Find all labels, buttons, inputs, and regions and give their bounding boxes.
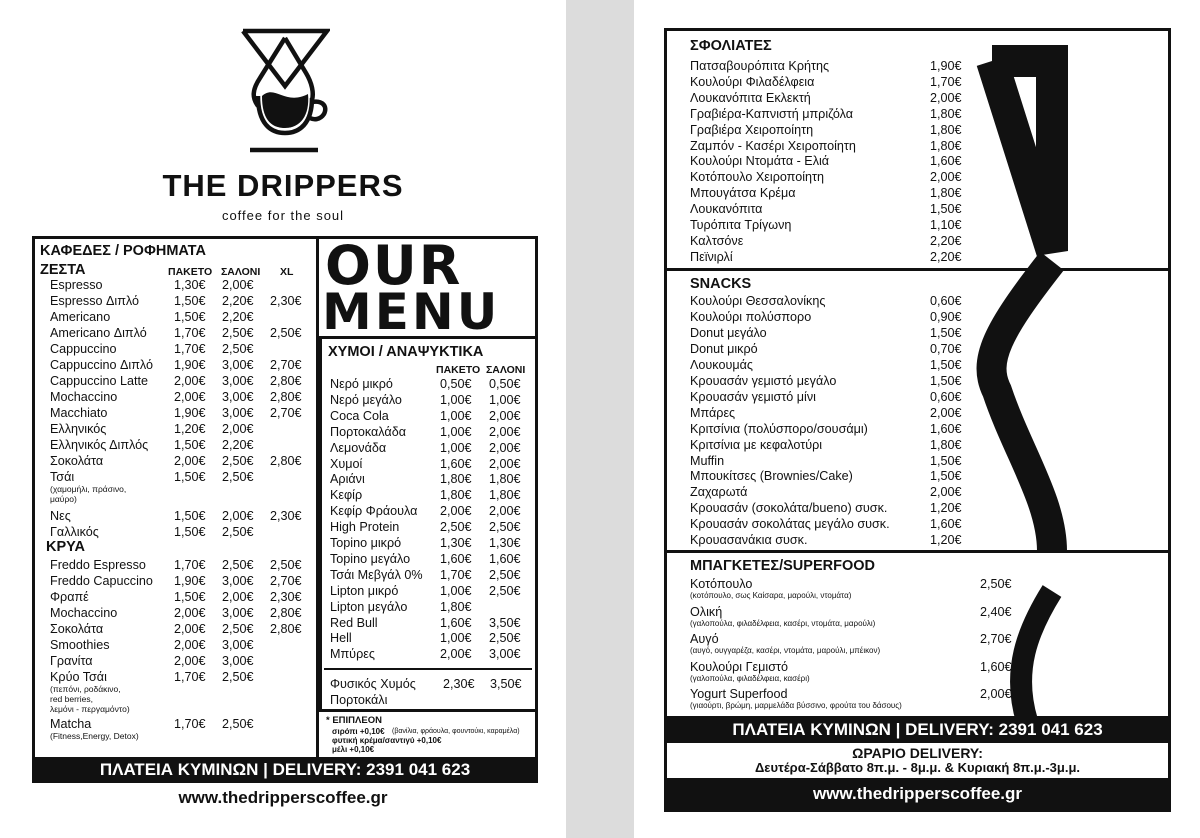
snack-item-price: 2,00€ xyxy=(930,405,962,420)
juice-item-price-salon: 1,00€ xyxy=(489,392,521,407)
menu-item-name: Νες xyxy=(50,509,71,523)
col-salon: ΣΑΛΟΝΙ xyxy=(221,266,261,278)
snack-item-name: Κρουασάν (σοκολάτα/bueno) συσκ. xyxy=(690,501,888,516)
brand-slogan: coffee for the soul xyxy=(221,208,345,223)
baguette-item-ingredients: (αυγό, ουγγαρέζα, κασέρι, ντομάτα, μαρούλι, μπέικον) xyxy=(690,646,881,655)
menu-item-name: Mochaccino xyxy=(50,390,118,404)
juice-item-price-salon: 1,60€ xyxy=(489,551,521,566)
pastry-item-name: Καλτσόνε xyxy=(690,233,744,248)
menu-item-name: Γρανίτα xyxy=(50,654,93,668)
menu-item-price-packet: 1,50€ xyxy=(174,294,206,308)
juices-col-packet: ΠΑΚΕΤΟ xyxy=(436,364,481,376)
juice-item-price-salon: 2,00€ xyxy=(489,504,521,519)
menu-item-price-packet: 1,90€ xyxy=(174,358,206,372)
juice-item-name: Μπύρες xyxy=(330,647,375,662)
pastry-item-name: Κουλούρι Ντομάτα - Ελιά xyxy=(690,154,830,169)
juice-item-price-packet: 1,70€ xyxy=(440,567,472,582)
snack-item-name: Κριτσίνια (πολύσπορο/σουσάμι) xyxy=(690,421,868,436)
juice-item-price-salon: 3,00€ xyxy=(489,647,521,662)
juices-divider xyxy=(324,668,532,670)
snack-item-name: Κουλούρι Θεσσαλονίκης xyxy=(690,294,826,308)
snack-item-name: Κριτσίνια με κεφαλοτύρι xyxy=(690,437,823,452)
snack-item-name: Donut μικρό xyxy=(690,341,758,356)
snack-item-name: Κρουασάν σοκολάτας μεγάλο συσκ. xyxy=(690,517,890,532)
juice-item-price-salon: 1,80€ xyxy=(489,472,521,487)
snack-item-price: 0,60€ xyxy=(930,389,962,404)
menu-item-price-packet: 2,00€ xyxy=(174,374,206,388)
juice-item-price-packet: 1,00€ xyxy=(440,583,472,598)
pastry-item-price: 1,90€ xyxy=(930,59,962,73)
menu-item-price-xl: 2,70€ xyxy=(270,358,302,372)
snack-item-price: 0,90€ xyxy=(930,309,962,324)
snacks-divider xyxy=(664,550,1171,553)
baguette-item-name: Ολική xyxy=(690,604,723,619)
snack-item-price: 1,20€ xyxy=(930,501,962,516)
pastry-item-name: Κουλούρι Φιλαδέλφεια xyxy=(690,74,815,89)
juice-item-price-salon: 1,80€ xyxy=(489,488,521,503)
extras-honey: μέλι +0,10€ xyxy=(332,745,375,754)
menu-item-name: Espresso Διπλό xyxy=(50,294,140,308)
snack-item-price: 1,80€ xyxy=(930,437,962,452)
juice-item-name: Νερό μικρό xyxy=(330,377,393,391)
fresh-juice-name: Φυσικός Χυμός xyxy=(330,677,416,691)
pastry-item-price: 2,20€ xyxy=(930,249,962,264)
pastry-item-price: 1,10€ xyxy=(930,218,962,232)
menu-item-price-xl: 2,30€ xyxy=(270,590,302,604)
juice-item-price-packet: 1,00€ xyxy=(440,440,472,455)
menu-item-name: Freddo Capuccino xyxy=(50,574,153,588)
menu-item-price-packet: 1,70€ xyxy=(174,717,206,731)
menu-item-name: Ελληνικός xyxy=(50,422,107,436)
pastry-item-name: Ζαμπόν - Κασέρι Χειροποίητη xyxy=(690,138,856,153)
menu-item-price-xl: 2,80€ xyxy=(270,390,302,404)
menu-item-name: Mochaccino xyxy=(50,606,118,620)
delivery-hours-text: Δευτέρα-Σάββατο 8π.μ. - 8μ.μ. & Κυριακή 8π.μ.-3μ.μ. xyxy=(754,760,1081,775)
menu-item-price-salon: 2,50€ xyxy=(222,717,254,731)
juice-item-price-salon: 2,00€ xyxy=(489,424,521,439)
snack-item-name: Κρουασανάκια συσκ. xyxy=(690,533,808,548)
col-packet: ΠΑΚΕΤΟ xyxy=(168,266,213,278)
extras-syrup-flavors: (βανίλια, φράουλα, φουντούκι, καραμέλα) xyxy=(392,728,520,735)
menu-item-price-xl: 2,80€ xyxy=(270,606,302,620)
menu-item-name: Cappuccino Διπλό xyxy=(50,358,154,372)
menu-item-price-salon: 2,50€ xyxy=(222,326,254,340)
juice-item-price-salon: 1,30€ xyxy=(489,536,521,550)
juice-item-name: Χυμοί xyxy=(330,456,363,471)
snack-item-price: 1,50€ xyxy=(930,453,962,468)
juice-item-price-salon: 3,50€ xyxy=(489,615,521,630)
pastry-item-price: 2,20€ xyxy=(930,233,962,248)
baguette-item-price: 1,60€ xyxy=(980,659,1012,674)
juice-item-price-packet: 1,00€ xyxy=(440,424,472,439)
snack-item-name: Κουλούρι πολύσπορο xyxy=(690,309,812,324)
snack-item-price: 0,70€ xyxy=(930,341,962,356)
menu-item-price-salon: 3,00€ xyxy=(222,358,254,372)
menu-item-price-salon: 3,00€ xyxy=(222,390,254,404)
pastry-item-name: Πατσαβουρόπιτα Κρήτης xyxy=(690,59,830,73)
pastry-item-name: Κοτόπουλο Χειροποίητη xyxy=(690,170,824,185)
menu-item-price-packet: 1,50€ xyxy=(174,525,206,539)
juice-item-price-packet: 1,00€ xyxy=(440,631,472,646)
menu-item-name: Τσάι xyxy=(50,470,75,484)
juice-item-name: Λεμονάδα xyxy=(330,440,387,455)
menu-item-price-xl: 2,50€ xyxy=(270,326,302,340)
juice-item-price-packet: 1,00€ xyxy=(440,408,472,423)
menu-item-price-salon: 2,00€ xyxy=(222,278,254,292)
menu-item-name: Espresso xyxy=(50,278,103,292)
our-menu-line2: MENU xyxy=(322,283,501,341)
juice-item-price-salon: 2,50€ xyxy=(489,567,521,582)
juice-item-price-salon: 2,50€ xyxy=(489,583,521,598)
menu-item-price-packet: 1,50€ xyxy=(174,470,206,484)
snack-item-price: 1,50€ xyxy=(930,357,962,372)
menu-item-name: Κρύο Τσάι xyxy=(50,670,107,684)
juice-item-price-packet: 1,80€ xyxy=(440,472,472,487)
menu-item-price-packet: 1,20€ xyxy=(174,422,206,436)
menu-item-price-salon: 2,00€ xyxy=(222,590,254,604)
menu-item-price-xl: 2,70€ xyxy=(270,574,302,588)
baguette-item-ingredients: (γαλοπούλα, φιλαδέλφεια, κασέρι) xyxy=(690,673,810,683)
menu-item-name: Americano Διπλό xyxy=(50,326,147,340)
pastry-item-name: Μπουγάτσα Κρέμα xyxy=(690,186,796,201)
fresh-juice-price-packet: 2,30€ xyxy=(443,677,475,691)
menu-item-price-salon: 2,20€ xyxy=(222,438,254,452)
snacks-title: SNACKS xyxy=(690,276,752,292)
menu-item-price-salon: 2,50€ xyxy=(222,558,254,572)
menu-item-price-salon: 3,00€ xyxy=(222,638,254,652)
icetea-note: red berries, xyxy=(50,694,93,704)
juice-item-name: Αριάνι xyxy=(330,472,365,487)
juice-item-name: Τσάι Μεβγάλ 0% xyxy=(330,567,423,582)
menu-item-price-packet: 1,90€ xyxy=(174,406,206,420)
juice-item-name: Lipton μικρό xyxy=(330,583,399,598)
website-link[interactable]: www.thedripperscoffee.gr xyxy=(178,788,388,807)
menu-item-price-packet: 1,90€ xyxy=(174,574,206,588)
menu-item-price-salon: 3,00€ xyxy=(222,606,254,620)
menu-item-name: Γαλλικός xyxy=(50,525,99,539)
pastry-item-price: 2,00€ xyxy=(930,90,962,105)
delivery-banner-right: ΠΛΑΤΕΙΑ ΚΥΜΙΝΩΝ | DELIVERY: 2391 041 623 xyxy=(667,716,1168,743)
juice-item-price-salon: 2,50€ xyxy=(489,520,521,535)
extras-cream: φυτική κρέμα/σαντιγύ +0,10€ xyxy=(332,736,442,745)
menu-item-price-salon: 2,50€ xyxy=(222,525,254,539)
col-xl: XL xyxy=(280,266,294,278)
juice-item-name: Topino μεγάλο xyxy=(330,551,411,566)
extras-syrup: σιρόπι +0,10€ xyxy=(332,727,385,736)
menu-item-price-xl: 2,30€ xyxy=(270,509,302,523)
menu-page-left xyxy=(0,0,566,838)
delivery-hours-title: ΩΡΑΡΙΟ DELIVERY: xyxy=(852,745,983,761)
menu-item-price-packet: 1,50€ xyxy=(174,509,206,523)
menu-item-price-xl: 2,30€ xyxy=(270,294,302,308)
pastry-item-price: 1,50€ xyxy=(930,202,962,217)
juice-item-name: Red Bull xyxy=(330,615,378,630)
our-menu-line1: OUR xyxy=(325,234,463,297)
pastries-divider xyxy=(664,268,1171,271)
pastry-item-price: 2,00€ xyxy=(930,170,962,185)
juices-col-salon: ΣΑΛΟΝΙ xyxy=(486,364,526,376)
menu-item-price-salon: 2,50€ xyxy=(222,622,254,636)
menu-item-price-packet: 2,00€ xyxy=(174,390,206,404)
delivery-banner: ΠΛΑΤΕΙΑ ΚΥΜΙΝΩΝ | DELIVERY: 2391 041 623 xyxy=(32,757,538,783)
juice-item-price-packet: 1,80€ xyxy=(440,488,472,503)
baguette-item-name: Αυγό xyxy=(690,632,719,646)
menu-item-price-packet: 2,00€ xyxy=(174,638,206,652)
menu-item-name: Americano xyxy=(50,310,111,324)
juice-item-price-salon: 2,00€ xyxy=(489,408,521,423)
juice-item-name: Πορτοκαλάδα xyxy=(330,424,406,439)
pastry-item-price: 1,80€ xyxy=(930,138,962,153)
snack-item-name: Μπουκίτσες (Brownies/Cake) xyxy=(690,469,853,484)
menu-page-right xyxy=(634,0,1200,838)
snack-item-price: 0,60€ xyxy=(930,294,962,308)
baguettes-title: ΜΠΑΓΚΕΤΕΣ/SUPERFOOD xyxy=(690,558,875,574)
tea-note: μαύρο) xyxy=(50,494,77,504)
snack-item-name: Κρουασάν γεμιστό μεγάλο xyxy=(690,373,837,388)
icetea-note: λεμόνι - περγαμόντο) xyxy=(50,704,130,714)
snack-item-price: 1,50€ xyxy=(930,373,962,388)
menu-item-price-packet: 1,70€ xyxy=(174,342,206,356)
menu-item-price-salon: 3,00€ xyxy=(222,654,254,668)
menu-item-name: Σοκολάτα xyxy=(50,622,104,636)
juice-item-name: Topino μικρό xyxy=(330,536,402,550)
juice-item-price-packet: 1,30€ xyxy=(440,536,472,550)
menu-item-name: Cappuccino xyxy=(50,342,117,356)
pastry-item-name: Λουκανόπιτα Εκλεκτή xyxy=(690,90,811,105)
hot-title: ΖΕΣΤΑ xyxy=(40,262,86,278)
drip-coffee-logo-icon xyxy=(240,28,330,153)
menu-item-price-packet: 1,50€ xyxy=(174,590,206,604)
menu-item-price-packet: 2,00€ xyxy=(174,606,206,620)
baguette-item-price: 2,70€ xyxy=(980,632,1012,646)
snack-item-name: Μπάρες xyxy=(690,405,736,420)
baguette-item-name: Yogurt Superfood xyxy=(690,687,788,701)
juice-item-price-salon: 2,50€ xyxy=(489,631,521,646)
snack-item-name: Donut μεγάλο xyxy=(690,325,767,340)
coffee-title: ΚΑΦΕΔΕΣ / ΡΟΦΗΜΑΤΑ xyxy=(40,243,206,259)
juices-title: ΧΥΜΟΙ / ΑΝΑΨΥΚΤΙΚΑ xyxy=(328,344,484,360)
baguette-item-price: 2,40€ xyxy=(980,604,1012,619)
menu-item-name: Matcha xyxy=(50,717,92,731)
menu-item-price-salon: 3,00€ xyxy=(222,406,254,420)
snack-item-price: 1,50€ xyxy=(930,469,962,484)
snack-item-price: 1,60€ xyxy=(930,517,962,532)
menu-item-price-xl: 2,70€ xyxy=(270,406,302,420)
juice-item-name: Lipton μεγάλο xyxy=(330,599,408,614)
menu-item-name: Freddo Espresso xyxy=(50,558,146,572)
juice-item-price-packet: 0,50€ xyxy=(440,377,472,391)
menu-item-price-salon: 3,00€ xyxy=(222,574,254,588)
juice-item-price-salon: 2,00€ xyxy=(489,440,521,455)
pastry-item-name: Γραβιέρα Χειροποίητη xyxy=(690,122,814,137)
fresh-juice-price-salon: 3,50€ xyxy=(490,677,522,691)
snack-item-name: Κρουασάν γεμιστό μίνι xyxy=(690,389,816,404)
juice-item-price-packet: 1,80€ xyxy=(440,599,472,614)
juice-item-price-salon: 2,00€ xyxy=(489,456,521,471)
menu-item-price-xl: 2,80€ xyxy=(270,374,302,388)
menu-item-price-salon: 2,50€ xyxy=(222,342,254,356)
menu-item-price-salon: 2,20€ xyxy=(222,310,254,324)
juice-item-price-packet: 1,00€ xyxy=(440,392,472,407)
menu-item-price-salon: 2,50€ xyxy=(222,470,254,484)
pastry-item-name: Γραβιέρα-Καπνιστή μπριζόλα xyxy=(690,106,854,121)
icetea-note: (πεπόνι, ροδάκινο, xyxy=(50,684,121,694)
menu-item-name: Φραπέ xyxy=(50,590,89,604)
menu-item-price-packet: 1,70€ xyxy=(174,326,206,340)
juice-item-price-packet: 2,50€ xyxy=(440,520,472,535)
menu-item-price-salon: 2,50€ xyxy=(222,670,254,684)
juice-item-price-packet: 2,00€ xyxy=(440,504,472,519)
snack-item-price: 1,60€ xyxy=(930,421,962,436)
menu-item-price-xl: 2,80€ xyxy=(270,622,302,636)
baguette-item-price: 2,50€ xyxy=(980,577,1012,591)
cold-title: ΚΡΥΑ xyxy=(46,539,85,555)
snack-item-price: 1,50€ xyxy=(930,325,962,340)
snack-item-price: 2,00€ xyxy=(930,485,962,500)
menu-item-price-salon: 2,50€ xyxy=(222,454,254,468)
menu-item-price-salon: 3,00€ xyxy=(222,374,254,388)
menu-item-price-packet: 2,00€ xyxy=(174,454,206,468)
menu-item-price-packet: 2,00€ xyxy=(174,654,206,668)
baguette-item-ingredients: (κοτόπουλο, σως Καίσαρα, μαρούλι, ντομάτα) xyxy=(690,591,852,600)
juice-item-price-packet: 1,60€ xyxy=(440,456,472,471)
juice-item-price-packet: 1,60€ xyxy=(440,551,472,566)
menu-item-name: Smoothies xyxy=(50,638,110,652)
baguette-item-name: Κοτόπουλο xyxy=(690,577,753,591)
menu-item-name: Ελληνικός Διπλός xyxy=(50,438,149,452)
tea-note: (χαμομήλι, πράσινο, xyxy=(50,484,127,494)
snack-item-name: Λουκουμάς xyxy=(690,357,753,372)
menu-item-price-packet: 1,50€ xyxy=(174,438,206,452)
pastry-item-name: Τυρόπιτα Τρίγωνη xyxy=(690,218,792,232)
juice-item-name: Νερό μεγάλο xyxy=(330,392,402,407)
snack-item-name: Muffin xyxy=(690,453,725,468)
website-link-right[interactable]: www.thedripperscoffee.gr xyxy=(667,778,1168,809)
menu-item-price-salon: 2,20€ xyxy=(222,294,254,308)
menu-item-name: Macchiato xyxy=(50,406,108,420)
pastry-item-name: Πεϊνιρλί xyxy=(690,249,733,264)
juice-item-price-packet: 1,60€ xyxy=(440,615,472,630)
baguette-item-ingredients: (γιαούρτι, βρώμη, μαρμελάδα βύσσινο, φρούτα του δάσους) xyxy=(690,701,902,710)
fresh-juice-sub: Πορτοκάλι xyxy=(330,693,388,707)
juice-item-name: Hell xyxy=(330,631,352,646)
snack-item-price: 1,20€ xyxy=(930,533,962,548)
pastry-item-name: Λουκανόπιτα xyxy=(690,202,763,217)
menu-item-price-packet: 1,70€ xyxy=(174,558,206,572)
menu-item-price-packet: 1,30€ xyxy=(174,278,206,292)
pastry-item-price: 1,70€ xyxy=(930,74,962,89)
pastries-title: ΣΦΟΛΙΑΤΕΣ xyxy=(690,38,772,54)
juice-item-name: Κεφίρ Φράουλα xyxy=(330,504,418,519)
menu-item-price-packet: 1,70€ xyxy=(174,670,206,684)
juice-item-name: Coca Cola xyxy=(330,408,389,423)
baguette-item-name: Κουλούρι Γεμιστό xyxy=(690,659,788,674)
pastry-item-price: 1,80€ xyxy=(930,122,962,137)
juice-item-name: High Protein xyxy=(330,520,400,535)
pastry-item-price: 1,60€ xyxy=(930,154,962,169)
menu-item-name: Cappuccino Latte xyxy=(50,374,149,388)
menu-item-price-salon: 2,00€ xyxy=(222,422,254,436)
brand-name: THE DRIPPERS xyxy=(162,168,404,203)
menu-item-price-packet: 2,00€ xyxy=(174,622,206,636)
menu-item-price-xl: 2,80€ xyxy=(270,454,302,468)
juice-item-price-packet: 2,00€ xyxy=(440,647,472,662)
pastry-item-price: 1,80€ xyxy=(930,106,962,121)
juice-item-name: Κεφίρ xyxy=(330,488,363,503)
menu-item-name: Σοκολάτα xyxy=(50,454,104,468)
baguette-item-price: 2,00€ xyxy=(980,687,1012,701)
pastry-item-price: 1,80€ xyxy=(930,186,962,201)
matcha-note: (Fitness,Energy, Detox) xyxy=(50,731,139,741)
extras-title: * ΕΠΙΠΛΕΟΝ xyxy=(326,715,382,726)
menu-item-price-xl: 2,50€ xyxy=(270,558,302,572)
menu-item-price-salon: 2,00€ xyxy=(222,509,254,523)
menu-item-price-packet: 1,50€ xyxy=(174,310,206,324)
baguette-item-ingredients: (γαλοπούλα, φιλαδέλφεια, κασέρι, ντομάτα, μαρούλι) xyxy=(690,618,876,628)
juice-item-price-salon: 0,50€ xyxy=(489,377,521,391)
snack-item-name: Ζαχαρωτά xyxy=(690,485,748,500)
